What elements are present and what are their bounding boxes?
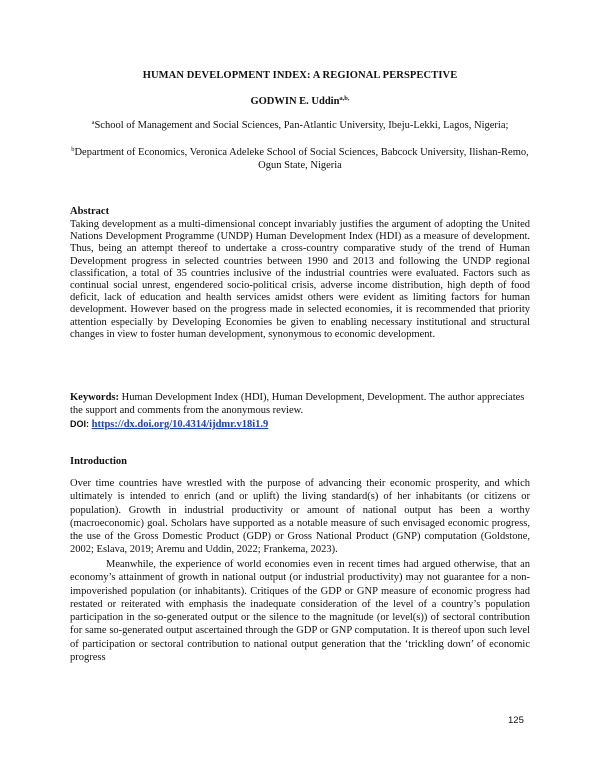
keywords-text: Human Development Index (HDI), Human Development, Development. The author appreciates the support and comments from the anonymous review. bbox=[70, 392, 525, 416]
doi-label: DOI: bbox=[70, 419, 89, 429]
introduction-paragraph-2: Meanwhile, the experience of world economies even in recent times had argued otherwise, that an economy’s attainment of growth in national output (or industrial productivity) may not guarantee for a non-impoverished population (or inhabitants). Critiques of the GDP or GNP measure of economic progress had restated or reiterated with emphasis the inadequate consideration of the level of a country’s population participation in the so-generated output or the silence to the magnitude (or level(s)) of sectoral contribution for same so-generated output ascertained through the GDP or GNP computation. It is thereof upon such level of participation or sectoral contribution to national output generation that the ‘trickling down’ of economic progress bbox=[70, 559, 530, 664]
affiliation-b bbox=[70, 143, 530, 172]
abstract-heading: Abstract bbox=[70, 206, 110, 217]
abstract-text: Taking development as a multi-dimensional concept invariably justifies the argument of adopting the United Nations Development Programme (UNDP) Human Development Index (HDI) as a measure of development. Thus, being an attempt thereof to undertake a cross-country comparative study of the trend of Human Development progress in selected countries between 1990 and 2013 and following the UNDP regional classification, a total of 35 countries inclusive of the industrial countries were evaluated. Factors such as continual social unrest, engendered socio-political crisis, adverse income distribution, high depth of food deficit, lack of education and health services amidst others were evident as limiting factors for human development. However based on the progress made in selected economies, it is recommended that priority attention especially by Developing Economies be given to enabling necessary institutional and structural changes in view to foster human development, synonymous to economic development. bbox=[70, 219, 530, 340]
author-superscript: a,b, bbox=[339, 95, 350, 102]
paper-title: HUMAN DEVELOPMENT INDEX: A REGIONAL PERSPECTIVE bbox=[142, 70, 458, 81]
affiliation-a bbox=[70, 116, 530, 132]
author-name: GODWIN E. Uddin bbox=[250, 96, 340, 107]
affiliation-b-marker: b bbox=[71, 146, 75, 153]
affiliation-a-marker: a bbox=[91, 119, 95, 126]
page-number: 125 bbox=[508, 715, 524, 726]
keywords bbox=[70, 392, 530, 417]
doi-link[interactable]: https://dx.doi.org/10.4314/ijdmr.v18i1.9 bbox=[91, 419, 269, 430]
affiliation-b-text: Department of Economics, Veronica Adeleke School of Social Sciences, Babcock University, Ilishan-Remo, Ogun State, Nigeria bbox=[74, 147, 529, 171]
author-line bbox=[70, 95, 530, 107]
introduction-heading: Introduction bbox=[70, 456, 127, 467]
affiliation-a-text: School of Management and Social Sciences, Pan-Atlantic University, Ibeju-Lekki, Lagos, Nigeria; bbox=[94, 120, 509, 131]
introduction-paragraph-1: Over time countries have wrestled with the purpose of advancing their economic prosperity, and which ultimately is intended to enrich (and or uplift) the living standard(s) of her inhabitants (or citizens or population). Growth in industrial productivity or amount of national output has been a worthy (macroeconomic) goal. Scholars have supported as a notable measure of such envisaged economic progress, the use of the Gross Domestic Product (GDP) or Gross National Product (GNP) computation (Goldstone, 2002; Eslava, 2019; Aremu and Uddin, 2022; Frankema, 2023). bbox=[70, 478, 530, 556]
keywords-label: Keywords: bbox=[70, 392, 119, 403]
doi-line bbox=[70, 419, 268, 430]
